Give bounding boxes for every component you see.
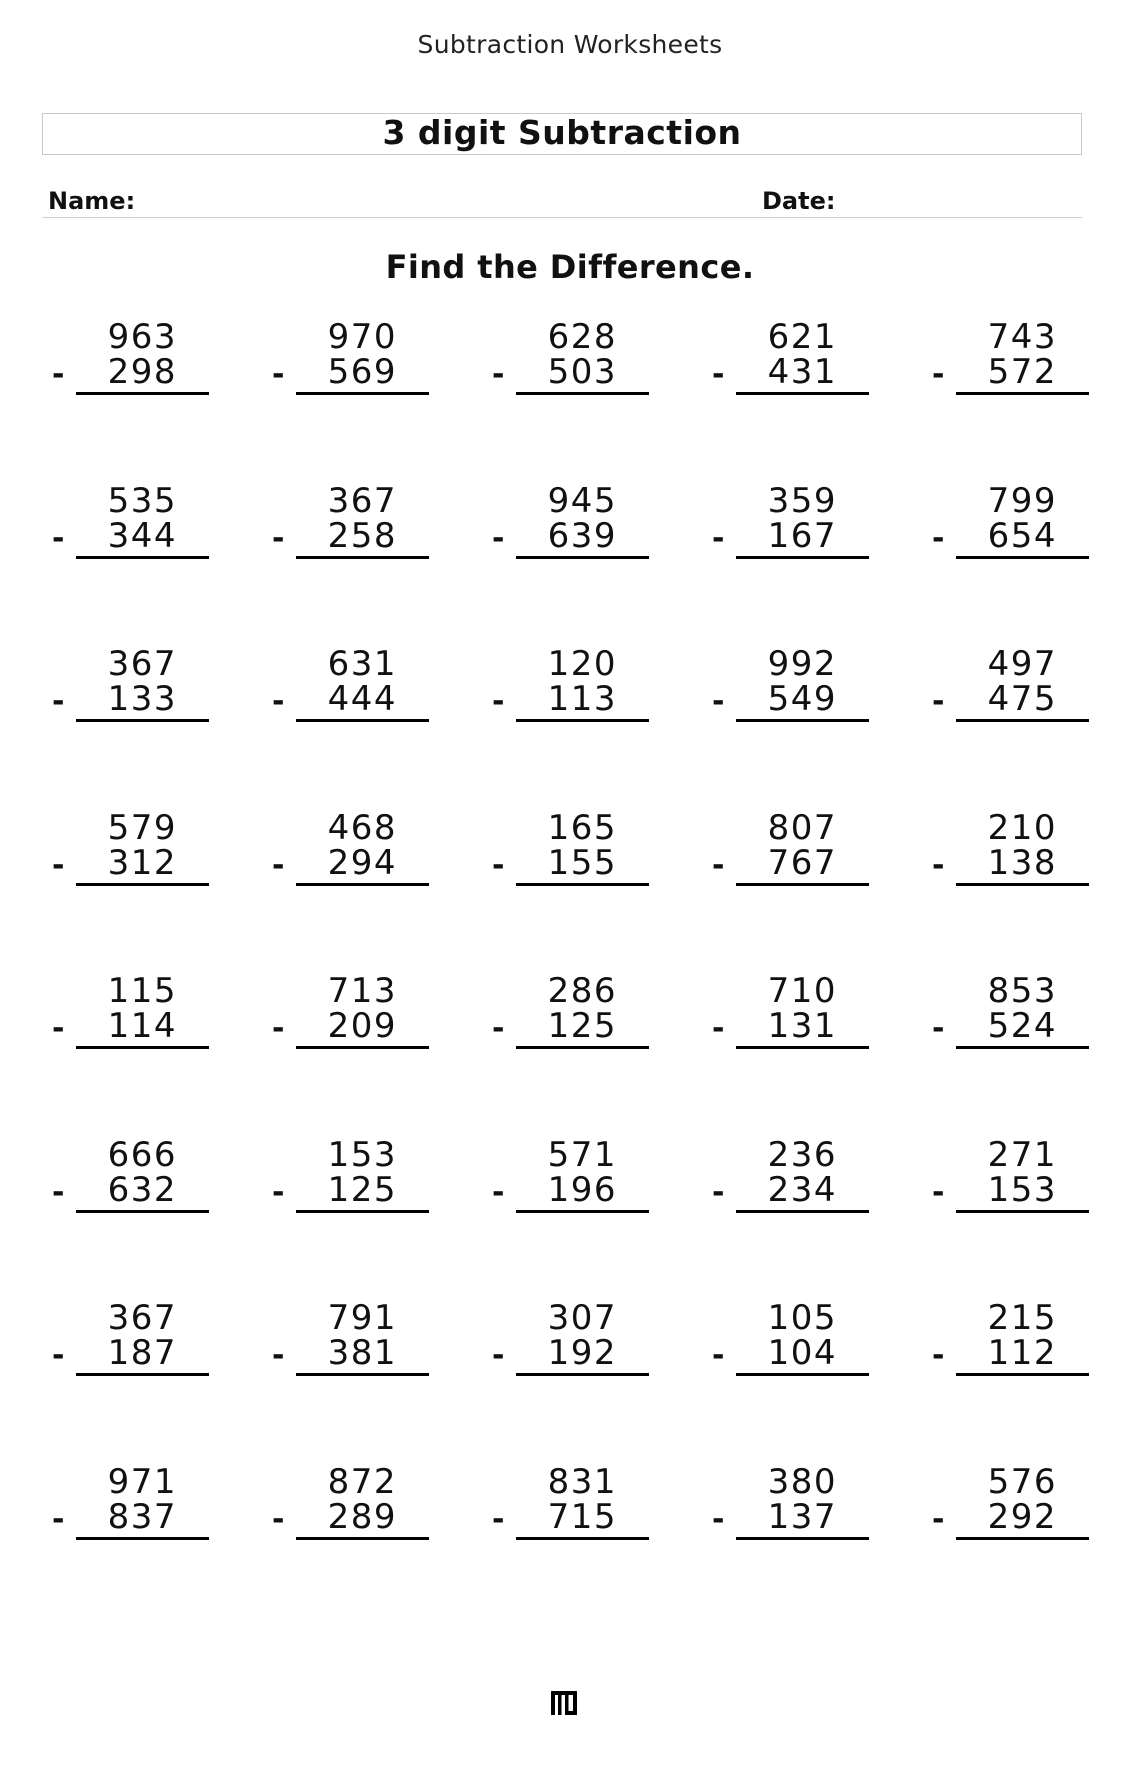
minuend: 579 xyxy=(107,807,177,848)
subtraction-problem xyxy=(270,1299,435,1399)
subtrahend: 639 xyxy=(547,515,617,556)
subtrahend: 294 xyxy=(327,842,397,883)
minuend: 210 xyxy=(987,807,1057,848)
brand-logo-icon xyxy=(550,1690,578,1716)
answer-line xyxy=(516,1373,649,1376)
worksheet-title: 3 digit Subtraction xyxy=(42,113,1082,155)
answer-line xyxy=(736,1537,869,1540)
answer-line xyxy=(956,1046,1089,1049)
subtrahend: 234 xyxy=(767,1169,837,1210)
minus-sign: - xyxy=(932,1501,945,1537)
answer-line xyxy=(736,883,869,886)
minus-sign: - xyxy=(492,1501,505,1537)
subtraction-problem xyxy=(930,645,1095,745)
minuend: 631 xyxy=(327,644,397,684)
answer-line xyxy=(296,556,429,559)
subtraction-problem xyxy=(490,482,655,582)
subtrahend: 209 xyxy=(327,1006,397,1046)
minuend: 710 xyxy=(767,971,837,1011)
minuend: 970 xyxy=(327,317,397,357)
minuend: 105 xyxy=(767,1298,837,1338)
answer-line xyxy=(956,719,1089,722)
minus-sign: - xyxy=(492,520,505,556)
subtrahend: 113 xyxy=(547,679,617,719)
answer-line xyxy=(956,1373,1089,1376)
name-date-divider xyxy=(42,217,1082,218)
minuend: 576 xyxy=(987,1461,1057,1502)
minus-sign: - xyxy=(272,357,285,392)
minus-sign: - xyxy=(932,520,945,556)
minus-sign: - xyxy=(492,1174,505,1210)
minuend: 115 xyxy=(107,971,177,1011)
answer-line xyxy=(736,1210,869,1213)
minus-sign: - xyxy=(272,520,285,556)
answer-line xyxy=(956,1210,1089,1213)
minuend: 165 xyxy=(547,807,617,848)
subtrahend: 155 xyxy=(547,842,617,883)
subtrahend: 715 xyxy=(547,1496,617,1537)
subtraction-problem xyxy=(710,645,875,745)
subtraction-problem xyxy=(50,1299,215,1399)
answer-line xyxy=(76,719,209,722)
subtrahend: 133 xyxy=(107,679,177,719)
minus-sign: - xyxy=(932,684,945,719)
minus-sign: - xyxy=(492,1338,505,1373)
minus-sign: - xyxy=(52,1501,65,1537)
answer-line xyxy=(76,1537,209,1540)
subtrahend: 138 xyxy=(987,842,1057,883)
subtraction-problem xyxy=(490,645,655,745)
subtrahend: 381 xyxy=(327,1333,397,1373)
subtraction-problem xyxy=(50,972,215,1072)
minus-sign: - xyxy=(712,1174,725,1210)
subtrahend: 112 xyxy=(987,1333,1057,1373)
answer-line xyxy=(76,1046,209,1049)
minus-sign: - xyxy=(492,847,505,883)
subtrahend: 444 xyxy=(327,679,397,719)
minus-sign: - xyxy=(272,1338,285,1373)
answer-line xyxy=(76,1210,209,1213)
minuend: 359 xyxy=(767,480,837,521)
subtrahend: 298 xyxy=(107,352,177,392)
answer-line xyxy=(956,1537,1089,1540)
minus-sign: - xyxy=(712,684,725,719)
answer-line xyxy=(76,556,209,559)
subtrahend: 104 xyxy=(767,1333,837,1373)
minus-sign: - xyxy=(272,1501,285,1537)
subtraction-problem xyxy=(490,809,655,909)
subtrahend: 289 xyxy=(327,1496,397,1537)
subtraction-problem xyxy=(50,318,215,418)
minuend: 831 xyxy=(547,1461,617,1502)
minuend: 799 xyxy=(987,480,1057,521)
answer-line xyxy=(516,392,649,395)
minuend: 791 xyxy=(327,1298,397,1338)
minus-sign: - xyxy=(932,847,945,883)
subtraction-problem xyxy=(930,1299,1095,1399)
answer-line xyxy=(296,392,429,395)
minus-sign: - xyxy=(52,847,65,883)
site-title: Subtraction Worksheets xyxy=(417,30,723,59)
answer-line xyxy=(736,392,869,395)
answer-line xyxy=(296,883,429,886)
subtraction-problem xyxy=(930,809,1095,909)
subtraction-problem xyxy=(50,482,215,582)
answer-line xyxy=(736,1046,869,1049)
minuend: 945 xyxy=(547,480,617,521)
minuend: 963 xyxy=(107,317,177,357)
minuend: 153 xyxy=(327,1134,397,1175)
answer-line xyxy=(516,556,649,559)
answer-line xyxy=(296,1210,429,1213)
answer-line xyxy=(516,1537,649,1540)
date-label: Date: xyxy=(762,187,836,215)
subtrahend: 258 xyxy=(327,515,397,556)
minuend: 992 xyxy=(767,644,837,684)
subtraction-problem xyxy=(270,645,435,745)
answer-line xyxy=(76,883,209,886)
minuend: 872 xyxy=(327,1461,397,1502)
minus-sign: - xyxy=(52,1011,65,1046)
subtrahend: 632 xyxy=(107,1169,177,1210)
subtraction-problem xyxy=(930,1463,1095,1563)
minuend: 120 xyxy=(547,644,617,684)
minuend: 497 xyxy=(987,644,1057,684)
minuend: 713 xyxy=(327,971,397,1011)
subtrahend: 125 xyxy=(547,1006,617,1046)
minuend: 666 xyxy=(107,1134,177,1175)
minuend: 571 xyxy=(547,1134,617,1175)
answer-line xyxy=(736,1373,869,1376)
answer-line xyxy=(516,883,649,886)
subtraction-problem xyxy=(270,972,435,1072)
minus-sign: - xyxy=(492,357,505,392)
subtrahend: 572 xyxy=(987,352,1057,392)
subtraction-problem xyxy=(270,1463,435,1563)
subtraction-problem xyxy=(50,809,215,909)
answer-line xyxy=(296,1537,429,1540)
minus-sign: - xyxy=(52,1338,65,1373)
subtraction-problem xyxy=(930,972,1095,1072)
subtraction-problem xyxy=(490,972,655,1072)
minuend: 271 xyxy=(987,1134,1057,1175)
minus-sign: - xyxy=(52,520,65,556)
subtrahend: 137 xyxy=(767,1496,837,1537)
minuend: 628 xyxy=(547,317,617,357)
minuend: 853 xyxy=(987,971,1057,1011)
minus-sign: - xyxy=(52,1174,65,1210)
minus-sign: - xyxy=(492,1011,505,1046)
minus-sign: - xyxy=(712,520,725,556)
subtrahend: 167 xyxy=(767,515,837,556)
subtraction-problem xyxy=(50,645,215,745)
minus-sign: - xyxy=(272,1174,285,1210)
minuend: 971 xyxy=(107,1461,177,1502)
subtrahend: 187 xyxy=(107,1333,177,1373)
minuend: 468 xyxy=(327,807,397,848)
subtraction-problem xyxy=(930,482,1095,582)
subtrahend: 569 xyxy=(327,352,397,392)
subtrahend: 292 xyxy=(987,1496,1057,1537)
minuend: 215 xyxy=(987,1298,1057,1338)
subtraction-problem xyxy=(710,809,875,909)
subtraction-problem xyxy=(270,318,435,418)
subtrahend: 125 xyxy=(327,1169,397,1210)
minuend: 621 xyxy=(767,317,837,357)
subtraction-problem xyxy=(710,482,875,582)
answer-line xyxy=(956,556,1089,559)
minuend: 367 xyxy=(327,480,397,521)
answer-line xyxy=(956,392,1089,395)
answer-line xyxy=(956,883,1089,886)
minus-sign: - xyxy=(932,357,945,392)
subtraction-problem xyxy=(490,1136,655,1236)
subtrahend: 503 xyxy=(547,352,617,392)
subtrahend: 114 xyxy=(107,1006,177,1046)
subtraction-problem xyxy=(710,1299,875,1399)
minus-sign: - xyxy=(712,1011,725,1046)
answer-line xyxy=(76,392,209,395)
minus-sign: - xyxy=(272,847,285,883)
minus-sign: - xyxy=(932,1011,945,1046)
subtraction-problem xyxy=(710,1463,875,1563)
subtraction-problem xyxy=(490,1463,655,1563)
minuend: 307 xyxy=(547,1298,617,1338)
minus-sign: - xyxy=(712,847,725,883)
answer-line xyxy=(76,1373,209,1376)
minus-sign: - xyxy=(712,357,725,392)
answer-line xyxy=(296,1046,429,1049)
minuend: 236 xyxy=(767,1134,837,1175)
subtrahend: 196 xyxy=(547,1169,617,1210)
subtrahend: 344 xyxy=(107,515,177,556)
minus-sign: - xyxy=(932,1338,945,1373)
subtraction-problem xyxy=(270,809,435,909)
name-label: Name: xyxy=(48,187,136,215)
minus-sign: - xyxy=(272,1011,285,1046)
subtrahend: 524 xyxy=(987,1006,1057,1046)
subtraction-problem xyxy=(930,1136,1095,1236)
subtraction-problem xyxy=(930,318,1095,418)
subtrahend: 131 xyxy=(767,1006,837,1046)
minuend: 367 xyxy=(107,1298,177,1338)
subtrahend: 837 xyxy=(107,1496,177,1537)
answer-line xyxy=(516,719,649,722)
answer-line xyxy=(516,1046,649,1049)
subtrahend: 475 xyxy=(987,679,1057,719)
minuend: 535 xyxy=(107,480,177,521)
subtraction-problem xyxy=(50,1136,215,1236)
minus-sign: - xyxy=(272,684,285,719)
minuend: 367 xyxy=(107,644,177,684)
minus-sign: - xyxy=(492,684,505,719)
answer-line xyxy=(736,719,869,722)
answer-line xyxy=(736,556,869,559)
subtraction-problem xyxy=(270,1136,435,1236)
subtraction-problem xyxy=(710,1136,875,1236)
minus-sign: - xyxy=(52,684,65,719)
subtrahend: 654 xyxy=(987,515,1057,556)
minuend: 807 xyxy=(767,807,837,848)
minus-sign: - xyxy=(932,1174,945,1210)
answer-line xyxy=(516,1210,649,1213)
subtraction-problem xyxy=(490,1299,655,1399)
minus-sign: - xyxy=(52,357,65,392)
subtraction-problem xyxy=(270,482,435,582)
minus-sign: - xyxy=(712,1338,725,1373)
minuend: 743 xyxy=(987,317,1057,357)
minuend: 286 xyxy=(547,971,617,1011)
instruction-heading: Find the Difference. xyxy=(385,248,755,286)
subtrahend: 431 xyxy=(767,352,837,392)
subtraction-problem xyxy=(710,318,875,418)
minuend: 380 xyxy=(767,1461,837,1502)
subtrahend: 153 xyxy=(987,1169,1057,1210)
answer-line xyxy=(296,1373,429,1376)
subtraction-problem xyxy=(50,1463,215,1563)
subtraction-problem xyxy=(710,972,875,1072)
minus-sign: - xyxy=(712,1501,725,1537)
subtrahend: 549 xyxy=(767,679,837,719)
subtraction-problem xyxy=(490,318,655,418)
subtrahend: 767 xyxy=(767,842,837,883)
subtrahend: 312 xyxy=(107,842,177,883)
answer-line xyxy=(296,719,429,722)
subtrahend: 192 xyxy=(547,1333,617,1373)
